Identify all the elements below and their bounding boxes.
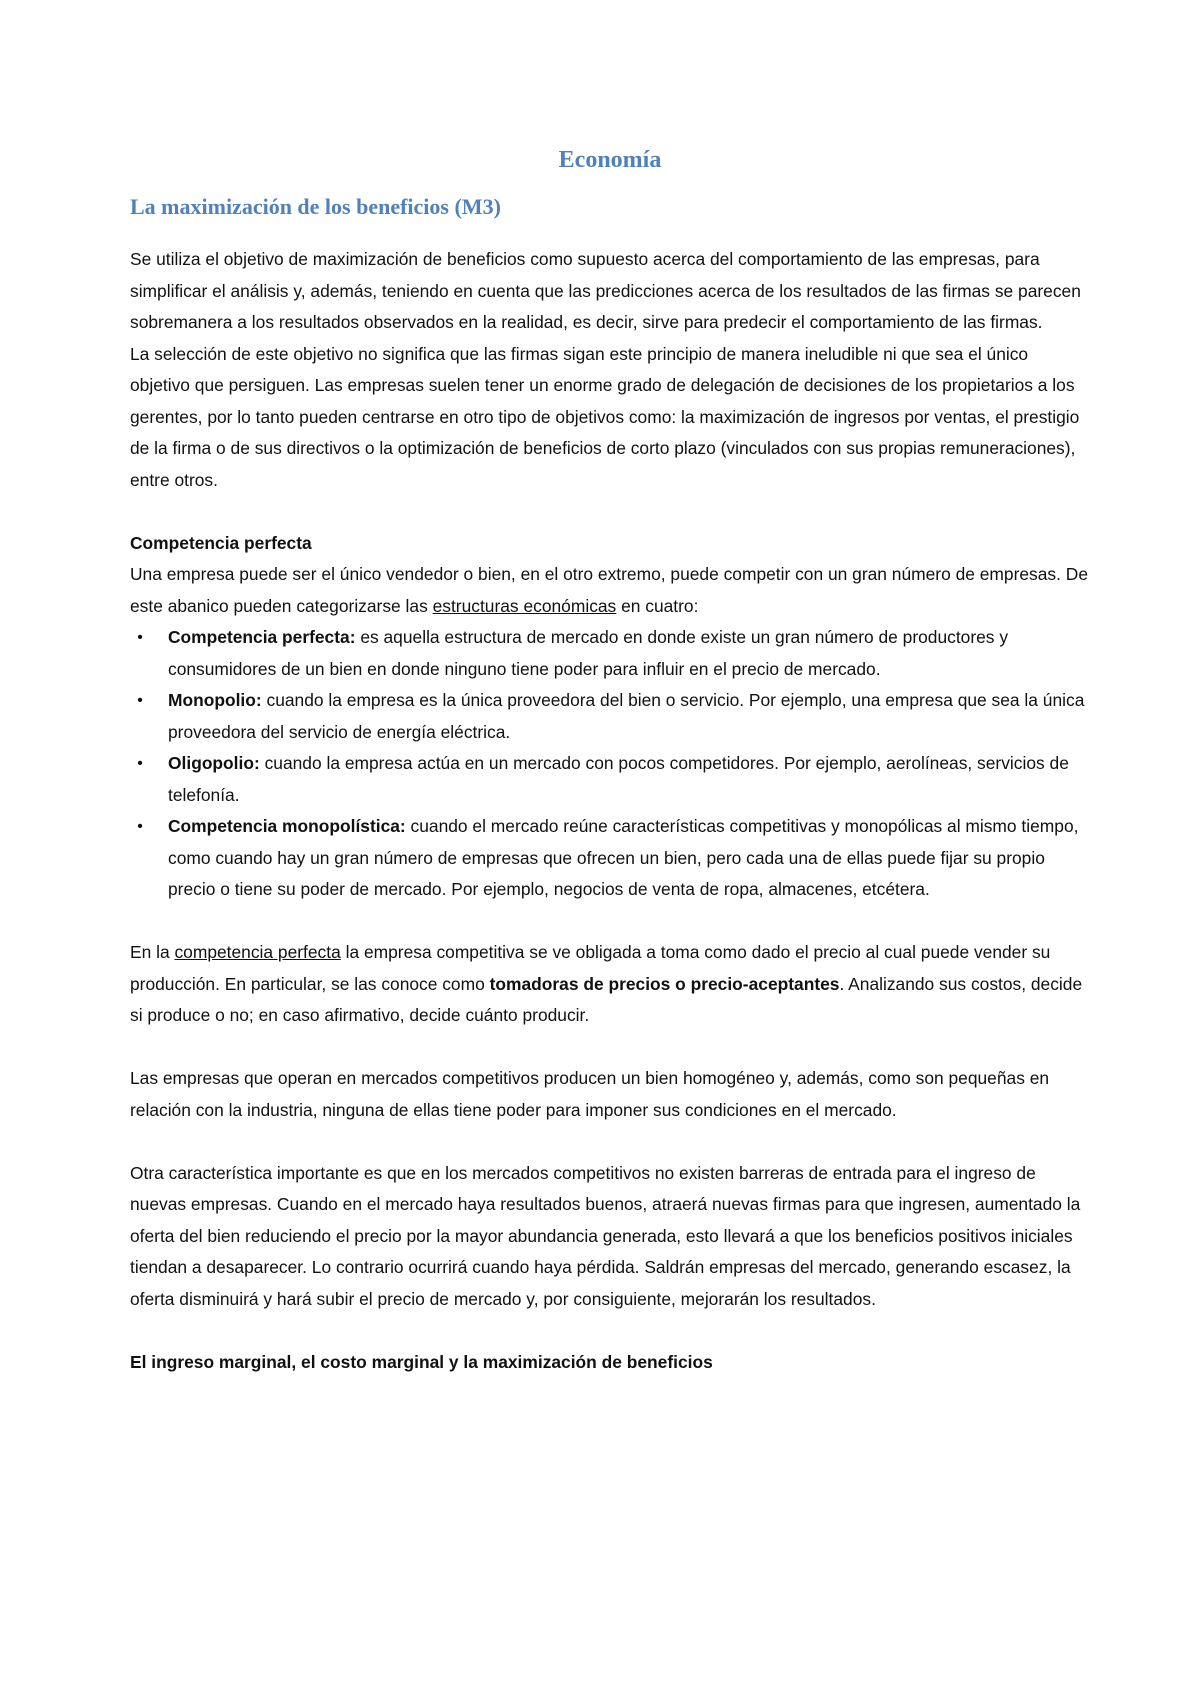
subheading-ingreso-marginal: El ingreso marginal, el costo marginal y la maximización de beneficios (130, 1351, 713, 1372)
list-item (130, 748, 1090, 811)
competencia-intro-text-end: en cuatro: (616, 595, 699, 616)
market-structures-list (130, 622, 1090, 906)
list-item (130, 622, 1090, 685)
list-item (130, 811, 1090, 906)
estructuras-economicas-link[interactable]: estructuras económicas (432, 595, 617, 616)
paragraph-text: . Analizando sus costos, decide si produce o no; en caso afirmativo, decide cuánto producir. (130, 973, 1083, 1025)
intro-paragraph-2: La selección de este objetivo no significa que las firmas sigan este principio de manera ineludible ni que sea el único objetivo que persiguen. Las empresas suelen tener un enorme grado de delegación de decisiones de los propietarios a los gerentes, por lo tanto pueden centrarse en otro tipo de objetivos como: la maximización de ingresos por ventas, el prestigio de la firma o de sus directivos o la optimización de beneficios de corto plazo (vinculados con sus propias remuneraciones), entre otros. (130, 343, 1080, 490)
paragraph-gap (130, 1032, 1090, 1064)
subheading-competencia-perfecta: Competencia perfecta (130, 532, 312, 553)
paragraph-text: la empresa competitiva se ve obligada a toma como dado el precio al cual puede vender su producción. En particular, se las conoce como (130, 942, 1051, 994)
document-title: Economía (558, 147, 662, 173)
competencia-perfecta-link[interactable]: competencia perfecta (174, 942, 341, 962)
bullet-icon: • (137, 755, 143, 772)
bullet-icon: • (137, 692, 143, 709)
list-item-term: Competencia monopolística: (168, 816, 406, 836)
bullet-icon: • (137, 818, 143, 835)
mercados-competitivos-paragraph: Las empresas que operan en mercados competitivos producen un bien homogéneo y, además, como son pequeñas en relación con la industria, ninguna de ellas tiene poder para imponer sus condiciones en el mercado. (130, 1068, 1050, 1120)
paragraph-gap (130, 1315, 1090, 1347)
intro-paragraph-1: Se utiliza el objetivo de maximización de beneficios como supuesto acerca del comportamiento de las empresas, para simplificar el análisis y, además, teniendo en cuenta que las predicciones acerca de los resultados de las firmas se parecen sobremanera a los resultados observados en la realidad, es decir, sirve para predecir el comportamiento de las firmas. (130, 249, 1081, 332)
document-page (130, 140, 1090, 1378)
paragraph-gap (130, 906, 1090, 938)
competencia-intro-paragraph (130, 559, 1090, 622)
list-item-text: es aquella estructura de mercado en donde existe un gran número de productores y consumidores de un bien en donde ninguno tiene poder para influir en el precio de mercado. (168, 627, 1009, 679)
paragraph-gap (130, 1126, 1090, 1158)
tomadoras-de-precios-term: tomadoras de precios o precio-aceptantes (489, 973, 840, 994)
list-item-term: Competencia perfecta: (168, 627, 356, 647)
paragraph-text: En la (130, 942, 175, 962)
list-item-text: cuando la empresa actúa en un mercado con pocos competidores. Por ejemplo, aerolíneas, servicios de telefonía. (168, 753, 1069, 805)
list-item-text: cuando el mercado reúne características competitivas y monopólicas al mismo tiempo, como cuando hay un gran número de empresas que ofrecen un bien, pero cada una de ellas puede fijar su propio precio o tiene su poder de mercado. Por ejemplo, negocios de venta de ropa, almacenes, etcétera. (168, 816, 1079, 899)
list-item-text: cuando la empresa es la única proveedora del bien o servicio. Por ejemplo, una empresa que sea la única proveedora del servicio de energía eléctrica. (168, 690, 1085, 742)
section-heading: La maximización de los beneficios (M3) (130, 194, 501, 219)
list-item (130, 685, 1090, 748)
list-item-term: Oligopolio: (168, 753, 260, 773)
competencia-intro-text: Una empresa puede ser el único vendedor o bien, en el otro extremo, puede competir con un gran número de empresas. De este abanico pueden categorizarse las (130, 564, 1089, 616)
competencia-perfecta-paragraph (130, 937, 1090, 1032)
bullet-icon: • (137, 629, 143, 646)
barreras-de-entrada-paragraph: Otra característica importante es que en los mercados competitivos no existen barreras de entrada para el ingreso de nuevas empresas. Cuando en el mercado haya resultados buenos, atraerá nuevas firmas para que ingresen, aumentado la oferta del bien reduciendo el precio por la mayor abundancia generada, esto llevará a que los beneficios positivos iniciales tiendan a desaparecer. Lo contrario ocurrirá cuando haya pérdida. Saldrán empresas del mercado, generando escasez, la oferta disminuirá y hará subir el precio de mercado y, por consiguiente, mejorarán los resultados. (130, 1162, 1081, 1309)
list-item-term: Monopolio: (168, 690, 262, 710)
paragraph-gap (130, 496, 1090, 528)
